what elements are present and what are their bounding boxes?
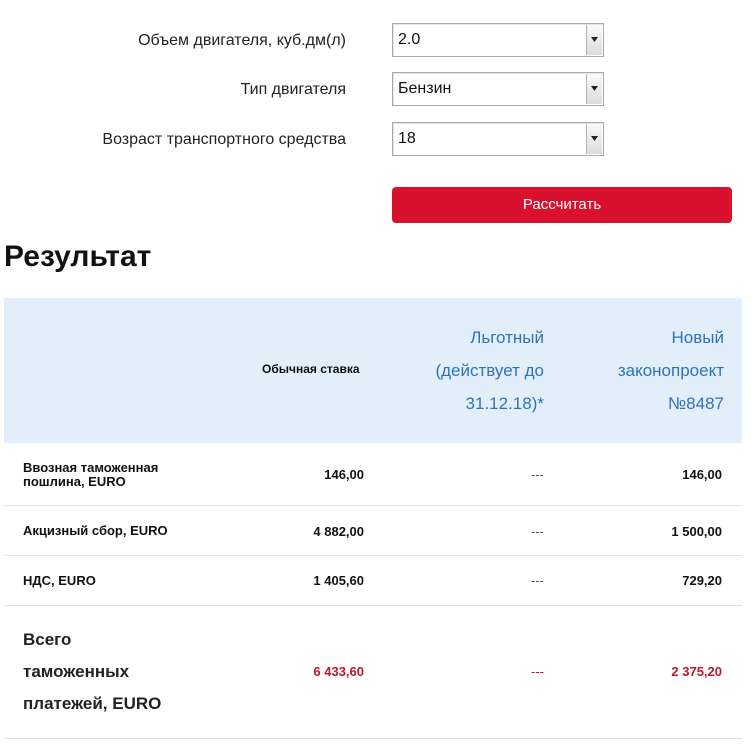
header-new-bill-line2: законопроект [617,361,724,380]
engine-type-row [0,72,752,108]
row-regular-value: 146,00 [324,467,364,482]
engine-volume-value: 2.0 [398,31,421,48]
result-title: Результат [4,240,152,273]
header-preferential-line3: 31.12.18)* [465,394,544,413]
row-label: Акцизный сбор, EURO [23,523,168,538]
engine-volume-select[interactable] [392,23,604,57]
total-label [23,624,193,720]
row-preferential-value: --- [531,573,544,588]
engine-type-value: Бензин [398,80,452,97]
vehicle-age-select[interactable] [392,122,604,156]
total-label-line3: платежей, EURO [23,694,162,713]
row-label-line1: Ввозная таможенная [23,460,159,475]
engine-type-label: Тип двигателя [240,81,346,98]
chevron-down-icon[interactable] [586,124,602,154]
row-regular-value: 4 882,00 [313,524,364,539]
header-regular-rate: Обычная ставка [262,362,360,376]
total-preferential-value: --- [531,664,544,679]
vehicle-age-value: 18 [398,130,416,147]
row-new-bill-value: 1 500,00 [671,524,722,539]
row-label-line2: пошлина, EURO [23,474,126,489]
header-new-bill-line3: №8487 [667,394,724,413]
row-preferential-value: --- [531,467,544,482]
total-row [4,606,742,739]
header-preferential [394,321,544,420]
row-new-bill-value: 146,00 [682,467,722,482]
total-label-line1: Всего [23,630,72,649]
header-new-bill [574,321,724,420]
engine-volume-label: Объем двигателя, куб.дм(л) [138,32,346,49]
table-row [4,506,742,556]
engine-type-select[interactable] [392,72,604,106]
results-table-header [4,298,742,443]
chevron-down-icon[interactable] [586,25,602,55]
table-row [4,443,742,506]
total-regular-value: 6 433,60 [313,664,364,679]
row-label [23,461,158,489]
chevron-down-icon[interactable] [586,74,602,104]
header-preferential-line1: Льготный [470,328,544,347]
vehicle-age-row [0,122,752,158]
row-preferential-value: --- [531,524,544,539]
total-label-line2: таможенных [23,662,130,681]
row-regular-value: 1 405,60 [313,573,364,588]
engine-volume-row [0,23,752,59]
header-preferential-line2: (действует до [435,361,544,380]
total-new-bill-value: 2 375,20 [671,664,722,679]
table-row [4,556,742,606]
row-label: НДС, EURO [23,573,96,588]
vehicle-age-label: Возраст транспортного средства [102,131,346,148]
header-new-bill-line1: Новый [671,328,724,347]
calculate-button[interactable]: Рассчитать [392,187,732,223]
row-new-bill-value: 729,20 [682,573,722,588]
